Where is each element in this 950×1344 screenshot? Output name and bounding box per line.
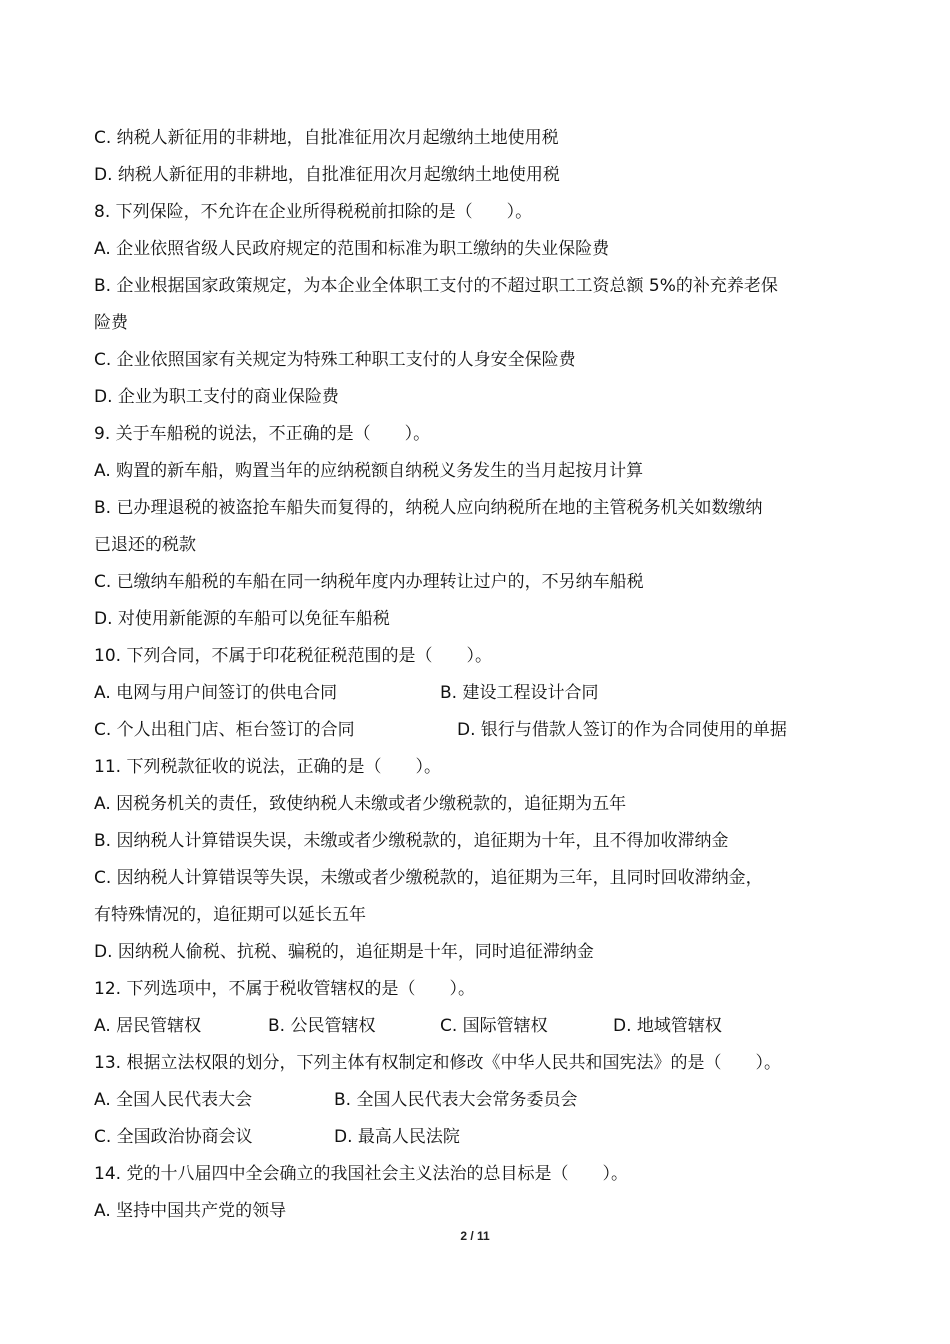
q13-option-d: D. 最高人民法院: [334, 1127, 460, 1147]
q13-option-c: C. 全国政治协商会议: [94, 1127, 253, 1147]
option-line-continued: 险费: [94, 313, 128, 333]
option-line: C. 纳税人新征用的非耕地，自批准征用次月起缴纳土地使用税: [94, 128, 559, 148]
option-line: D. 对使用新能源的车船可以免征车船税: [94, 609, 390, 629]
question-13: 13. 根据立法权限的划分，下列主体有权制定和修改《中华人民共和国宪法》的是（ ）。: [94, 1053, 781, 1073]
option-line-continued: 有特殊情况的，追征期可以延长五年: [94, 905, 366, 925]
q10-option-a: A. 电网与用户间签订的供电合同: [94, 683, 338, 703]
q13-options-row-2: [94, 1119, 874, 1156]
option-line: D. 企业为职工支付的商业保险费: [94, 387, 339, 407]
q13-option-b: B. 全国人民代表大会常务委员会: [334, 1090, 578, 1110]
option-line-continued: 已退还的税款: [94, 535, 196, 555]
question-11: 11. 下列税款征收的说法，正确的是（ ）。: [94, 757, 441, 777]
option-line: D. 因纳税人偷税、抗税、骗税的，追征期是十年，同时追征滞纳金: [94, 942, 594, 962]
option-line: D. 纳税人新征用的非耕地，自批准征用次月起缴纳土地使用税: [94, 165, 560, 185]
q10-option-b: B. 建设工程设计合同: [440, 683, 599, 703]
q12-option-c: C. 国际管辖权: [440, 1016, 548, 1036]
option-line: B. 已办理退税的被盗抢车船失而复得的，纳税人应向纳税所在地的主管税务机关如数缴纳: [94, 498, 763, 518]
q10-option-c: C. 个人出租门店、柜台签订的合同: [94, 720, 355, 740]
q12-option-b: B. 公民管辖权: [268, 1016, 376, 1036]
option-line: C. 企业依照国家有关规定为特殊工种职工支付的人身安全保险费: [94, 350, 576, 370]
question-14: 14. 党的十八届四中全会确立的我国社会主义法治的总目标是（ ）。: [94, 1164, 628, 1184]
q12-options-row: [94, 1008, 874, 1045]
q10-option-d: D. 银行与借款人签订的作为合同使用的单据: [457, 720, 787, 740]
option-line: A. 因税务机关的责任，致使纳税人未缴或者少缴税款的，追征期为五年: [94, 794, 627, 814]
question-9: 9. 关于车船税的说法，不正确的是（ ）。: [94, 424, 431, 444]
question-8: 8. 下列保险，不允许在企业所得税税前扣除的是（ ）。: [94, 202, 533, 222]
question-10: 10. 下列合同，不属于印花税征税范围的是（ ）。: [94, 646, 492, 666]
page-content: [94, 120, 874, 1230]
q10-options-row-1: [94, 675, 874, 712]
q13-option-a: A. 全国人民代表大会: [94, 1090, 253, 1110]
q12-option-d: D. 地域管辖权: [613, 1016, 722, 1036]
q13-options-row-1: [94, 1082, 874, 1119]
q12-option-a: A. 居民管辖权: [94, 1016, 202, 1036]
option-line: A. 购置的新车船，购置当年的应纳税额自纳税义务发生的当月起按月计算: [94, 461, 644, 481]
page-number: 2 / 11: [460, 1229, 490, 1243]
option-line: B. 企业根据国家政策规定，为本企业全体职工支付的不超过职工工资总额 5%的补充养老保: [94, 276, 778, 296]
option-line: B. 因纳税人计算错误失误，未缴或者少缴税款的，追征期为十年，且不得加收滞纳金: [94, 831, 729, 851]
q14-option-a: A. 坚持中国共产党的领导: [94, 1201, 287, 1221]
option-line: C. 因纳税人计算错误等失误，未缴或者少缴税款的，追征期为三年，且同时回收滞纳金，: [94, 868, 763, 888]
option-line: A. 企业依照省级人民政府规定的范围和标准为职工缴纳的失业保险费: [94, 239, 610, 259]
q10-options-row-2: [94, 712, 874, 749]
question-12: 12. 下列选项中，不属于税收管辖权的是（ ）。: [94, 979, 475, 999]
option-line: C. 已缴纳车船税的车船在同一纳税年度内办理转让过户的，不另纳车船税: [94, 572, 644, 592]
